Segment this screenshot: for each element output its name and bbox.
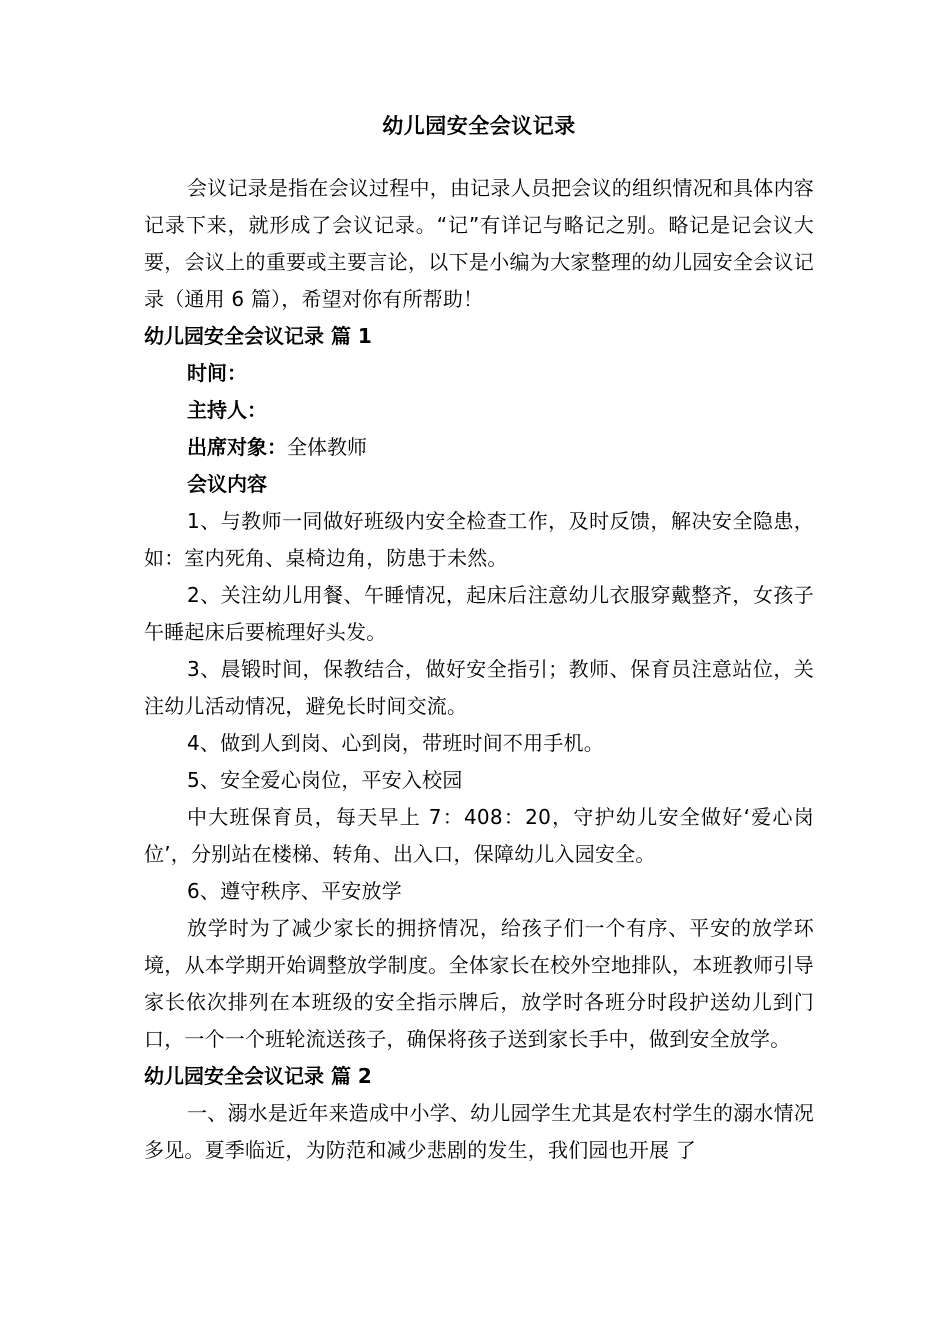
time-label: 时间： [187, 361, 247, 385]
section-1-heading: 幼儿园安全会议记录 篇 1 [144, 324, 372, 348]
content-label: 会议内容 [187, 472, 267, 496]
list-item: 5、安全爱心岗位，平安入校园 [187, 768, 463, 792]
attendees-label: 出席对象： [187, 435, 287, 459]
section-2-heading: 幼儿园安全会议记录 篇 2 [144, 1064, 372, 1088]
attendees-value: 全体教师 [287, 435, 367, 459]
list-item: 1、与教师一同做好班级内安全检查工作，及时反馈，解决安全隐患，如：室内死角、桌椅边角，防患于未然。 [144, 509, 814, 570]
document-title: 幼儿园安全会议记录 [382, 114, 576, 138]
section-2-paragraph: 一、溺水是近年来造成中小学、幼儿园学生尤其是农村学生的溺水情况多见。夏季临近，为防范和减少悲剧的发生，我们园也开展 了 [144, 1101, 814, 1162]
list-item: 放学时为了减少家长的拥挤情况，给孩子们一个有序、平安的放学环境，从本学期开始调整放学制度。全体家长在校外空地排队，本班教师引导家长依次排列在本班级的安全指示牌后，放学时各班分时段护送幼儿到门口，一个一个班轮流送孩子，确保将孩子送到家长手中，做到安全放学。 [144, 916, 814, 1051]
document-page [144, 110, 814, 1169]
list-item: 4、做到人到岗、心到岗，带班时间不用手机。 [187, 731, 604, 755]
content-field [144, 466, 814, 503]
attendees-field [144, 429, 814, 466]
list-item: 3、晨锻时间，保教结合，做好安全指引；教师、保育员注意站位，关注幼儿活动情况，避免长时间交流。 [144, 657, 814, 718]
time-field [144, 355, 814, 392]
list-item: 6、遵守秩序、平安放学 [187, 879, 402, 903]
host-label: 主持人： [187, 398, 267, 422]
list-item: 中大班保育员，每天早上 7：408：20，守护幼儿安全做好‘爱心岗位’，分别站在楼梯、转角、出入口，保障幼儿入园安全。 [144, 805, 814, 866]
host-field [144, 392, 814, 429]
intro-paragraph: 会议记录是指在会议过程中，由记录人员把会议的组织情况和具体内容记录下来，就形成了会议记录。“记”有详记与略记之别。略记是记会议大要，会议上的重要或主要言论，以下是小编为大家整理的幼儿园安全会议记录（通用 6 篇），希望对你有所帮助！ [144, 176, 814, 311]
list-item: 2、关注幼儿用餐、午睡情况，起床后注意幼儿衣服穿戴整齐，女孩子午睡起床后要梳理好头发。 [144, 583, 814, 644]
